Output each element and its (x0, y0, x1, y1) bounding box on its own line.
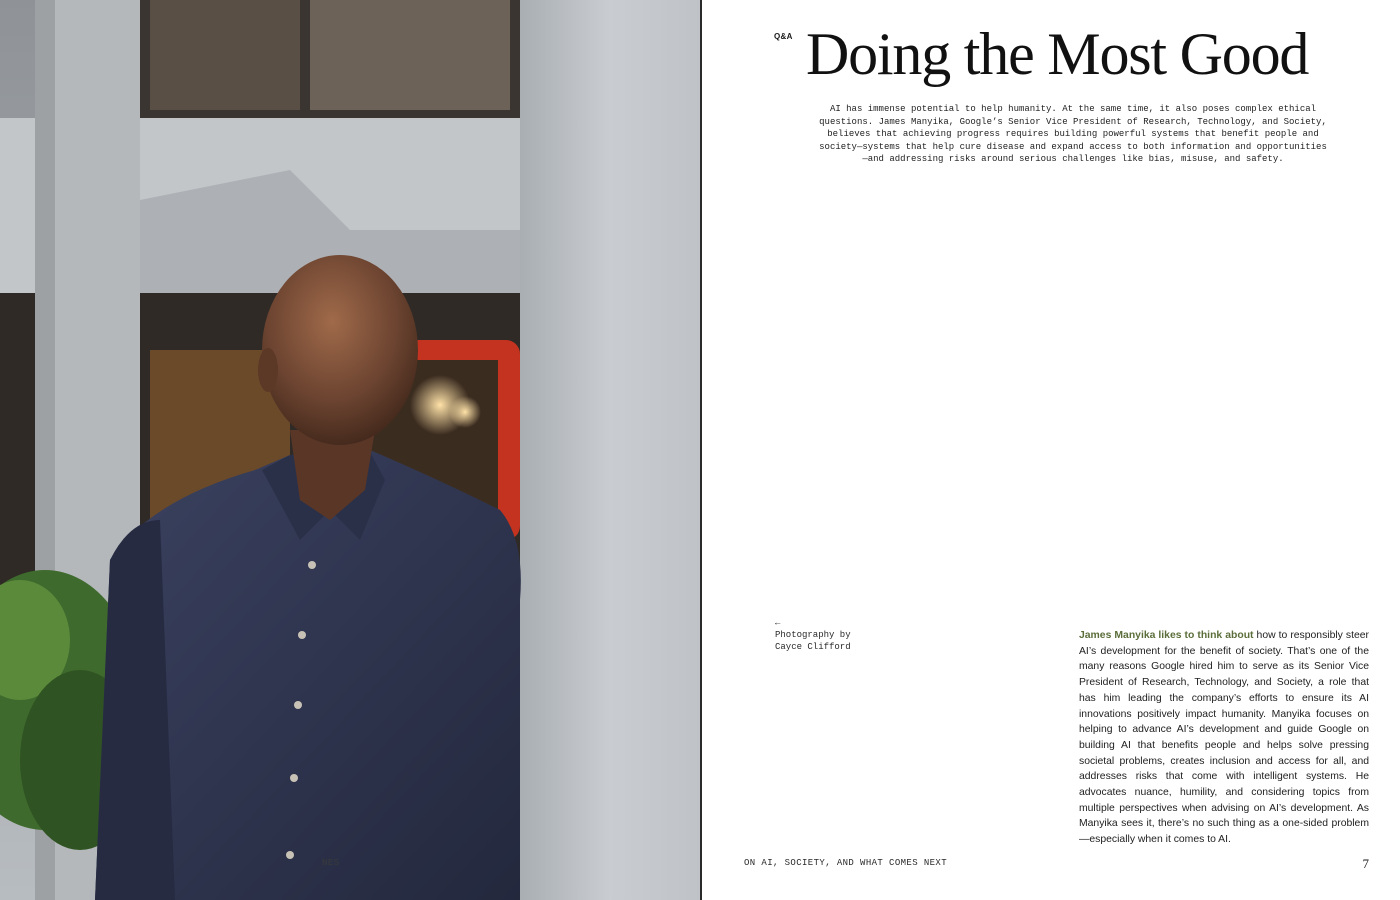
credit-label: Photography by (775, 630, 851, 640)
page-number: 7 (1362, 856, 1369, 871)
running-footer-title: ON AI, SOCIETY, AND WHAT COMES NEXT (744, 858, 948, 868)
left-arrow-icon: ← (775, 618, 781, 628)
article-title: Doing the Most Good (806, 21, 1309, 87)
section-kicker: Q&A (774, 32, 793, 41)
photo-credit (775, 618, 895, 653)
page-gutter (700, 0, 702, 900)
body-text: how to responsibly steer AI’s development for the benefit of society. That’s one of the many reasons Google hired him to serve as its Senior Vice President of Research, Technology, and Society, a role that has him leading the company’s efforts to ensure its AI innovations positively impact humanity. Manyika focuses on helping to advance AI’s development and guide Google on building AI that benefits people and helps solve pressing societal problems, creates inclusion and access for all, and addresses risks that come with intelligent systems. He advocates nuance, humility, and considering topics from multiple perspectives when advising on AI’s development. As Manyika sees it, there’s no such thing as a one-sided problem—especially when it comes to AI. (1079, 630, 1370, 846)
left-page-folio: NES (322, 858, 340, 868)
article-body (1079, 628, 1369, 848)
article-deck: AI has immense potential to help humanity. At the same time, it also poses complex ethical questions. James Manyika, Google’s Senior Vice President of Research, Technology, and Society, believes that achieving progress requires building powerful systems that benefit people and society—systems that help cure disease and expand access to both information and opportunities—and addressing risks around serious challenges like bias, misuse, and safety. (819, 104, 1327, 165)
body-lead-in: James Manyika likes to think about (1079, 630, 1254, 641)
credit-photographer: Cayce Clifford (775, 642, 851, 652)
